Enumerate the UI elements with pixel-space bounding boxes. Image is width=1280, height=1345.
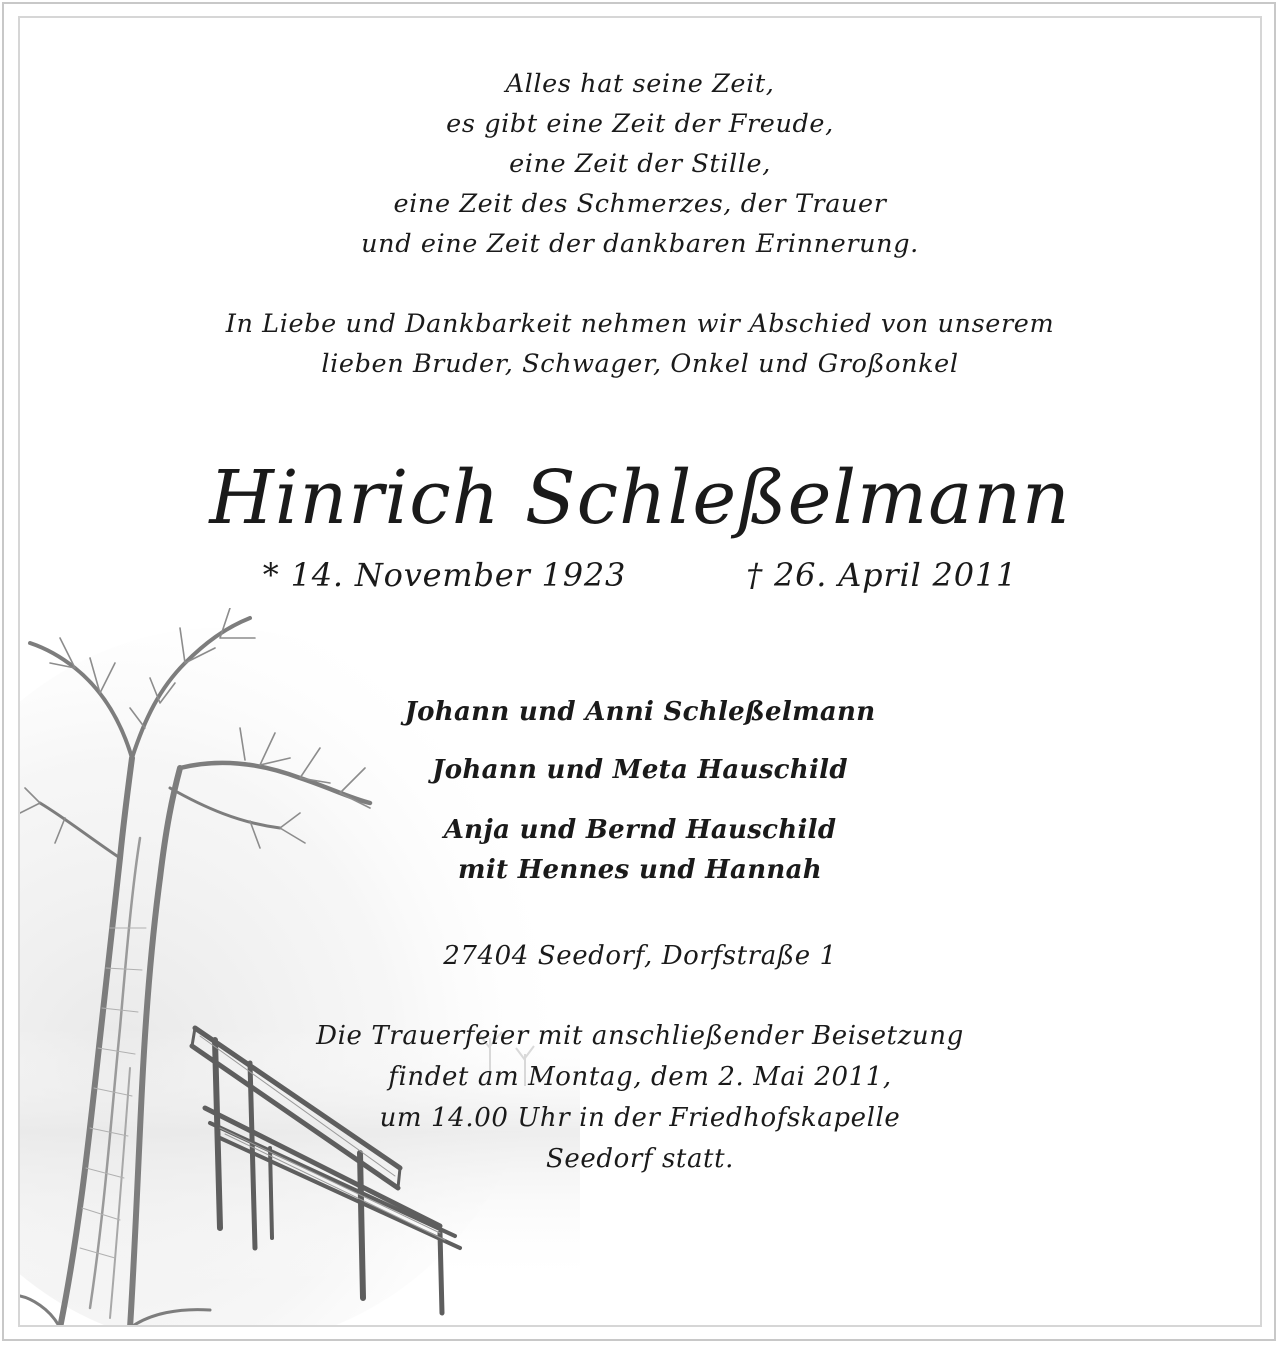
poem-line: es gibt eine Zeit der Freude, [446, 109, 834, 139]
mourner-line: Anja und Bernd Hauschild [443, 815, 837, 845]
mourner-group [20, 750, 1260, 790]
death-date: † 26. April 2011 [746, 556, 1018, 594]
mourner-line: mit Hennes und Hannah [458, 855, 822, 885]
deceased-name: Hinrich Schleßelmann [209, 455, 1071, 541]
poem-line: und eine Zeit der dankbaren Erinnerung. [361, 229, 919, 259]
intro-line: lieben Bruder, Schwager, Onkel und Großonkel [321, 349, 959, 379]
poem [20, 64, 1260, 264]
poem-line: eine Zeit des Schmerzes, der Trauer [393, 189, 887, 219]
ceremony-line: um 14.00 Uhr in der Friedhofskapelle [379, 1103, 901, 1133]
ceremony-line: Die Trauerfeier mit anschließender Beisetzung [316, 1021, 964, 1051]
intro-line: In Liebe und Dankbarkeit nehmen wir Abschied von unserem [225, 309, 1055, 339]
poem-line: eine Zeit der Stille, [509, 149, 771, 179]
mourner-line: Johann und Meta Hauschild [432, 755, 848, 785]
poem-line: Alles hat seine Zeit, [505, 69, 775, 99]
obituary-card [18, 16, 1262, 1327]
life-dates [20, 550, 1260, 600]
mourner-group [20, 692, 1260, 732]
mourner-line: Johann und Anni Schleßelmann [404, 697, 876, 727]
mourner-group [20, 810, 1260, 890]
birth-date: * 14. November 1923 [262, 556, 627, 594]
family-address: 27404 Seedorf, Dorfstraße 1 [443, 941, 837, 971]
ceremony-line: findet am Montag, dem 2. Mai 2011, [388, 1062, 892, 1092]
ceremony-line: Seedorf statt. [545, 1144, 735, 1174]
farewell-intro [20, 304, 1260, 384]
funeral-notice [20, 1016, 1260, 1180]
